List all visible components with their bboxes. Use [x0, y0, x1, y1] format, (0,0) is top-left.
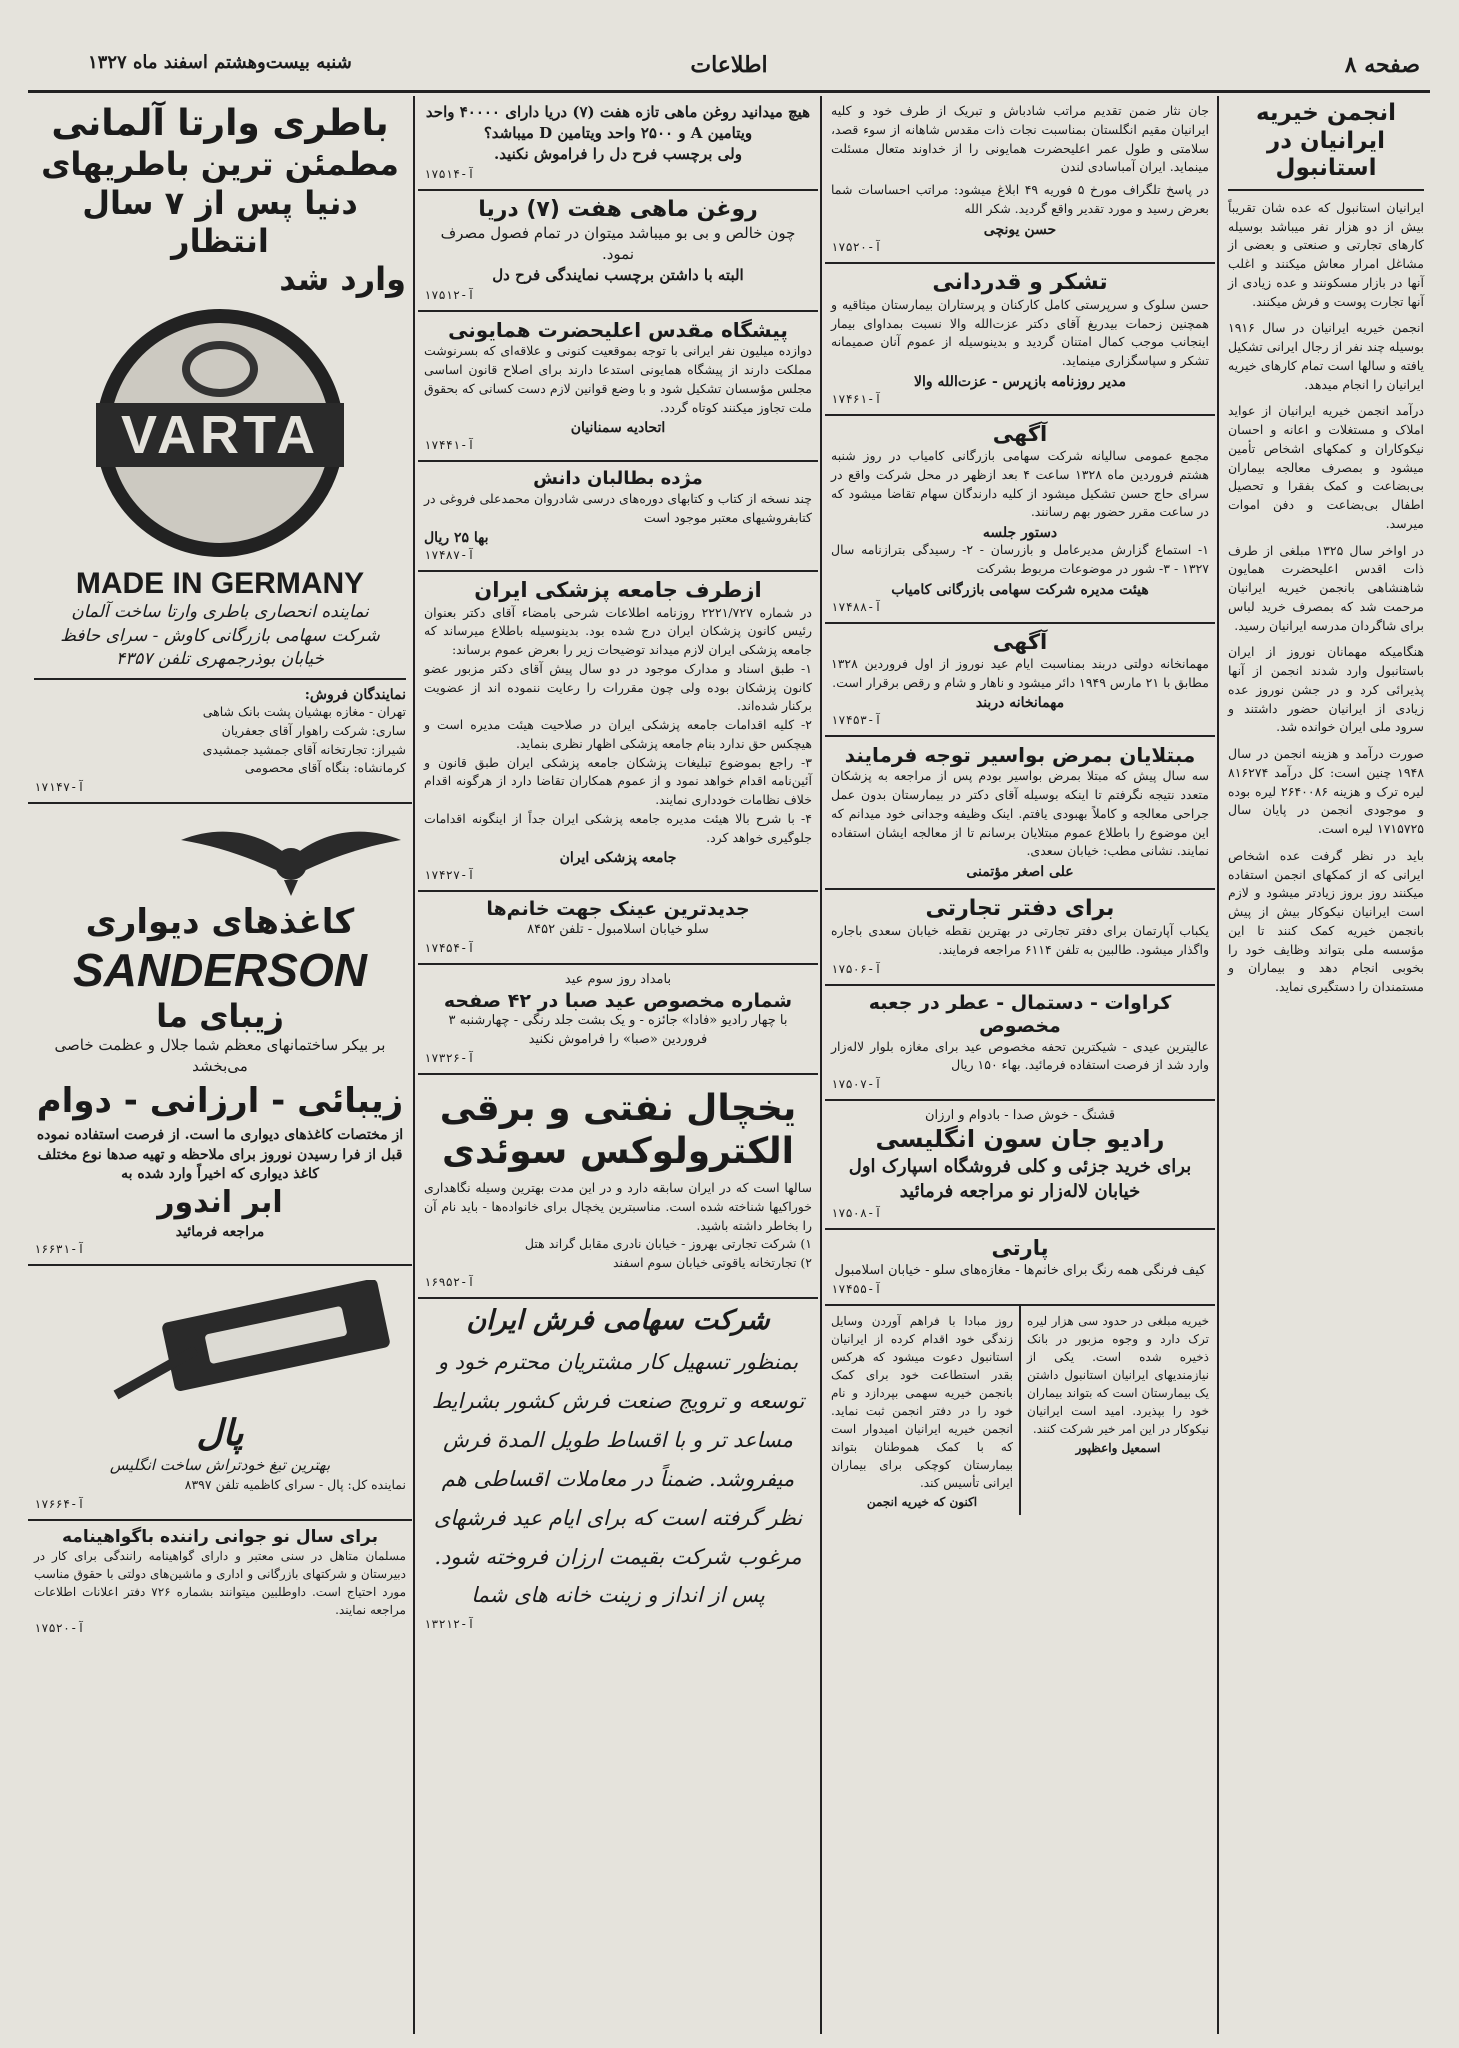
article-paragraph: در اواخر سال ۱۳۲۵ مبلغی از طرف ذات اقدس اعلیحضرت همایون شاهنشاهی بانجمن خیریه ایرانیان مرحمت شد که بمصرف خرید لباس برای شاگردان مدرسه ایرانیان رسید. [1228, 542, 1424, 633]
students-ad [418, 462, 818, 572]
ad-body: با چهار رادیو «فادا» جائزه - و یک بشت جلد رنگی - چهارشنبه ۳ فروردین «صبا» را فراموش نکنید [448, 1013, 788, 1047]
ad-reference: ۱۷۴۵۴-آ [424, 941, 475, 956]
ad-headline: دنیا پس از ۷ سال انتظار [82, 183, 358, 260]
ad-agent: نماینده انحصاری باطری وارتا ساخت آلمان [71, 601, 369, 622]
razor-blade-icon [106, 1280, 406, 1400]
column-rule [820, 96, 822, 2034]
varta-logo-icon [96, 309, 344, 557]
party-ad [825, 1230, 1215, 1305]
ad-price: بها ۲۵ ریال [424, 530, 489, 547]
ad-tagline: بهترین تیغ خودتراش ساخت انگلیس [109, 1456, 331, 1475]
rep-entry: ساری: شرکت راهوار آقای جعفریان [221, 722, 406, 738]
notice-body: دوازده میلیون نفر ایرانی با توجه بموقعیت کنونی و علاقه‌ای که بسرنوشت مملکت دارند از پیشگاه همایونی استدعا دارند برای اصلاح قانون اساسی مجلس مؤسسان تشکیل شود و با وضع قوانین لازم دست کسانی که بحقوق ملت تجاوز میکنند کوتاه گردد. [424, 343, 812, 415]
driver-wanted-ad [28, 1521, 412, 1641]
ad-body: یکباب آپارتمان برای دفتر تجارتی در بهترین نقطه خیابان سعدی باجاره واگذار میشود. طالبین به تلفن ۶۱۱۴ مراجعه فرمایند. [831, 923, 1209, 958]
ad-address: نماینده کل: پال - سرای کاظمیه تلفن ۸۳۹۷ [184, 1477, 406, 1493]
radio-ad [825, 1101, 1215, 1230]
telegram-notice [825, 96, 1215, 264]
ad-title: یخچال نفتی و برقی [439, 1087, 797, 1129]
logo-ring-icon [182, 341, 258, 397]
ad-reference: ۱۷۶۶۴-آ [34, 1496, 85, 1511]
article-paragraph: ایرانیان استانبول که عده شان تقریباً بیش از دو هزار نفر میباشد بوسیله کارهای تجارتی و صنعتی و بعضی از مشاغل امرار معاش میکنند و اغلب آنها در بازار مسکونند و عده زیادی از آنها تجارت پوست و فرش میکنند. [1228, 199, 1424, 309]
ad-reference: ۱۷۴۶۱-آ [831, 391, 882, 406]
article-istanbul-charity [1222, 96, 1430, 1001]
telegram-body: جان نثار ضمن تقدیم مراتب شادباش و تبریک از طرف خود و کلیه ایرانیان مقیم انگلستان بمناسبت نجات ذات مقدس شاهانه از سوء قصد، سلامتی و طول عمر اعلیحضرت همایونی را از خداوند متعال مسئلت مینماید. ایران آمباسادی لندن [831, 103, 1209, 175]
ad-address: ۱) شرکت تجارتی بهروز - خیابان نادری مقابل گراند هتل [524, 1236, 812, 1252]
signature: مهمانخانه دربند [975, 695, 1065, 712]
ad-title: مژده بطالبان دانش [533, 468, 703, 490]
ad-note: ولی برچسب فرح دل را فراموش نکنید. [494, 145, 742, 163]
column-1 [1222, 96, 1430, 2034]
notice-title: تشکر و قدردانی [932, 269, 1108, 295]
ad-title: برای سال نو جوانی راننده باگواهینامه [62, 1526, 378, 1547]
ad-reference: ۱۷۴۸۷-آ [424, 548, 475, 563]
ad-body: چند نسخه از کتاب و کتابهای دوره‌های درسی شادروان محمدعلی فروغی در کتابفروشیهای معتبر موجود است [424, 490, 812, 525]
ad-slogan: زیبائی - ارزانی - دوام [36, 1081, 404, 1122]
royal-petition [418, 312, 818, 462]
column-rule [413, 96, 415, 2034]
page-header [28, 40, 1430, 93]
darband-notice [825, 624, 1215, 738]
article-paragraph: درآمد انجمن خیریه ایرانیان از عواید املاک و مستغلات و اعانه و احسان نیکوکاران و کمکهای اشخاص تأمین میشود و بمصرف معالجه بیماران بی‌بضاعت و کمک بفقرا و تحصیل اطفال بی‌بضاعت و دفن اموات میرسد. [1228, 403, 1424, 531]
ad-reference: ۱۷۳۲۶-آ [424, 1050, 475, 1065]
column-2 [825, 96, 1215, 2034]
ad-brand: SANDERSON [73, 943, 367, 996]
notice-item: ۱- طبق اسناد و مدارک موجود در دو سال پیش آقای دکتر مزبور عضو کانون پزشکان بوده ولی چون مقررات را رعایت ننموده اند از عضویت برکنار شده‌اند. [424, 660, 812, 714]
article-title: انجمن خیریه ایرانیان در استانبول [1228, 100, 1424, 191]
ad-body: از مختصات کاغذهای دیواری ما است. از فرصت استفاده نموده قبل از فرا رسیدن نوروز برای ملاحظه و تهیه صدها نوع مختلف کاغذ دیواری که اخیراً وارد شده به [36, 1127, 404, 1183]
notice-title: پیشگاه مقدس اعلیحضرت همایونی [448, 318, 788, 343]
split-article-right [1019, 1306, 1215, 1515]
carpet-company-ad [418, 1299, 818, 1637]
agenda-items: ۱- استماع گزارش مدیرعامل و بازرسان - ۲- رسیدگی بترازنامه سال ۱۳۲۷ - ۳- شور در موضوعات مربوط بشرکت [831, 542, 1209, 576]
bottom-split-articles [825, 1306, 1215, 1515]
signature: هیئت مدیره شرکت سهامی بازرگانی کامیاب [891, 581, 1149, 598]
notice-body: مجمع عمومی سالیانه شرکت سهامی بازرگانی کامیاب در روز شنبه هشتم فروردین ماه ۱۳۲۸ ساعت ۴ بعد ازظهر در محل شرکت واقع در سرای حاج حسن تشکیل میشود از کلیه دارندگان سهام تقاضا میشود که در ساعت مقرر حضور بهم رسانند. [831, 448, 1209, 520]
notice-title: مبتلایان بمرض بواسیر توجه فرمایند [844, 743, 1196, 768]
ad-tagline: قشنگ - خوش صدا - بادوام و ارزان [924, 1108, 1116, 1123]
rep-entry: شیراز: تجارتخانه آقای جمشید جمشیدی [202, 741, 406, 757]
signature: جامعه پزشکی ایران [559, 850, 677, 867]
logo-band: VARTA [96, 403, 344, 467]
ad-reference: ۱۳۲۱۲-آ [424, 1617, 475, 1632]
made-in-germany: MADE IN GERMANY [75, 566, 365, 600]
article-body: روز مبادا با فراهم آوردن وسایل زندگی خود اقدام کرده از ایرانیان استانبول دعوت میشود که هرکس بقدر استطاعت خود برای کمک بانجمن خیریه سهمی بپردازد و نام خود را در دفتر انجمن ثبت نماید. انجمن خیریه ایرانیان امیدوار است که با کمک هموطنان بتواند بیمارستان کوچکی برای بیماران ایرانی تأسیس کند. [831, 1313, 1013, 1490]
saba-ad [418, 965, 818, 1074]
reps-title: نمایندگان فروش: [304, 687, 406, 704]
ad-body: کیف فرنگی همه رنگ برای خانم‌ها - مغازه‌های سلو - خیابان اسلامبول [834, 1262, 1206, 1278]
winged-emblem-icon [176, 818, 406, 898]
notice-item: ۴- با شرح بالا هیئت مدیره جامعه پزشکی ایران جداً از اینگونه اقدامات جلوگیری خواهد کرد. [424, 810, 812, 845]
ad-note: البته با داشتن برچسب نمایندگی فرح دل [492, 266, 744, 285]
ad-cta: مراجعه فرمائید [175, 1223, 265, 1240]
thanks-notice [825, 264, 1215, 416]
telegram-reply: در پاسخ تلگراف مورخ ۵ فوریه ۴۹ ابلاغ میشود: مراتب احساسات شما بعرض رسید و مورد تقدیر واقع گردید. شکر الله [831, 182, 1209, 216]
column-rule [1217, 96, 1219, 2034]
page-number: صفحه ۸ [1344, 52, 1420, 78]
notice-item: ۳- راجع بموضوع تبلیغات پزشکان جامعه پزشکی ایران طبق قانون و آئین‌نامه اقدام خواهد نمود و از عموم همکاران تقاضا دارد از هرگونه اقدام خلاف نظامات خودداری نمایند. [424, 754, 812, 808]
ad-reference: ۱۷۴۲۷-آ [424, 868, 475, 883]
ad-body: برای خرید جزئی و کلی فروشگاه اسپارک اول خیابان لاله‌زار نو مراجعه فرمائید [848, 1155, 1192, 1203]
varta-ad [28, 96, 412, 804]
notice-title: ازطرف جامعه پزشکی ایران [474, 578, 762, 603]
ad-body: مسلمان متاهل در سنی معتبر و دارای گواهینامه رانندگی برای کار در دبیرستان و شرکتهای بازرگانی و اداری و ماشین‌های دولتی با حقوق مناسب مورد احتیاج است. داوطلبین میتوانند بشماره ۷۲۶ دفتر اعلانات اطلاعات مراجعه نمایند. [34, 1549, 407, 1618]
ad-title: جدیدترین عینک جهت خانم‌ها [486, 898, 750, 921]
glasses-ad [418, 892, 818, 965]
ad-company: شرکت سهامی بازرگانی کاوش - سرای حافظ [60, 625, 380, 646]
kamyab-notice [825, 416, 1215, 624]
ad-title: برای دفتر تجارتی [925, 896, 1115, 922]
ad-body: عالیترین عیدی - شیکترین تحفه مخصوص عید برای مغازه بلوار لاله‌زار وارد شد از فرصت استفاده فرمائید. بهاء ۱۵۰ ریال [831, 1038, 1209, 1073]
notice-title: آگهی [992, 629, 1048, 654]
article-paragraph: انجمن خیریه ایرانیان در سال ۱۹۱۶ بوسیله چند نفر از رجال ایرانی تشکیل یافته و سالها است تمام کارهای خیریه ایرانیان را انجام میدهد. [1228, 320, 1424, 392]
ad-reference: ۱۷۵۰۷-آ [831, 1077, 882, 1091]
notice-body: مهمانخانه دولتی دربند بمناسبت ایام عید نوروز از اول فروردین ۱۳۲۸ مطابق با ۲۱ مارس ۱۹۴۹ دائر میشود و ناهار و شام و رقص برقرار است. [831, 655, 1209, 690]
signature: اکنون که خیریه انجمن [866, 1494, 978, 1509]
ad-address: خیابان بوذرجمهری تلفن ۴۳۵۷ [115, 649, 324, 670]
ad-title: کراوات - دستمال - عطر در جعبه مخصوص [868, 991, 1172, 1037]
ad-title: روغن ماهی هفت (۷) دریا [478, 197, 758, 222]
ad-body: بر بیکر ساختمانهای معظم شما جلال و عظمت خاصی می‌بخشد [54, 1036, 386, 1076]
ad-reference: ۱۷۵۰۶-آ [831, 961, 882, 976]
ad-store: ابر اندور [157, 1184, 283, 1220]
ad-reference: ۱۶۶۳۱-آ [34, 1241, 85, 1256]
issue-date: شنبه بیست‌وهشتم اسفند ماه ۱۳۲۷ [88, 52, 352, 73]
patients-notice [825, 737, 1215, 890]
notice-title: آگهی [992, 421, 1048, 446]
split-article-left [825, 1306, 1019, 1515]
article-paragraph: هنگامیکه مهمانان نوروز از ایران باستانبول وارد شدند انجمن از آنها پذیرائی کرد و در جشن نوروز عده زیادی از ایرانیان حضور داشتند و سرود ملی ایران خوانده شد. [1228, 644, 1424, 735]
agenda-title: دستور جلسه [982, 525, 1058, 542]
ad-title: پارتی [991, 1236, 1049, 1261]
ad-title: رادیو جان سون انگلیسی [875, 1125, 1165, 1154]
ad-title: شماره مخصوص عید صبا در ۴۲ صفحه [443, 989, 793, 1012]
ad-reference: ۱۷۵۲۰-آ [34, 1621, 85, 1636]
ties-ad [825, 986, 1215, 1101]
notice-body: سه سال پیش که مبتلا بمرض بواسیر بودم پس از مراجعه به پزشکان متعدد نتیجه نگرفتم تا اینکه بوسیله آقای دکتر در بیمارستان بدون عمل جراحی معالجه و کاملاً بهبودی یافتم. اینک وظیفه وجدانی خود میدانم که این موضوع را باطلاع عموم مبتلایان برسانم تا از معالجه ایشان استفاده نمایند. نشانی مطب: خیابان سعدی. [831, 768, 1209, 859]
article-paragraph: صورت درآمد و هزینه انجمن در سال ۱۹۴۸ چنین است: کل درآمد ۸۱۶۲۷۴ لیره ترک و هزینه ۲۶۴۰۰۸۶ لیره بوده و موجودی انجمن در پایان سال ۱۷۱۵۷۲۵ لیره است. [1228, 746, 1424, 837]
ad-brand: پال [196, 1412, 244, 1454]
fish-oil-ad-2 [418, 191, 818, 312]
ad-title: شرکت سهامی فرش ایران [466, 1304, 770, 1336]
ad-reference: ۱۷۵۱۲-آ [424, 288, 475, 303]
ad-body: سالها است که در ایران سابقه دارد و در این مدت بهترین وسیله نگاهداری خوراکیها شناخته شده است. مناسبترین یخچال برای خانواده‌ها - باید نام آن را بخاطر داشته باشید. [424, 1180, 812, 1233]
ad-reference: ۱۷۵۲۰-آ [831, 239, 882, 254]
sanderson-ad [28, 804, 412, 1266]
ad-body: بمنظور تسهیل کار مشتریان محترم خود و توسعه و ترویج صنعت فرش کشور بشرایط مساعد تر و با اقساط طویل المدة فرش میفروشد. ضمناً در معاملات اقساطی هم نظر گرفته است که برای ایام عید فرشهای مرغوب شرکت بقیمت ارزان فروخته شود. پس از انداز و زینت خانه های شما [431, 1350, 805, 1608]
ad-reference: ۱۷۴۵۵-آ [831, 1281, 882, 1296]
rep-entry: تهران - مغازه بهشیان پشت بانک شاهی [202, 704, 406, 720]
ad-headline: مطمئن ترین باطریهای [41, 145, 399, 184]
ad-body: هیچ میدانید روغن ماهی تازه هفت (۷) دریا دارای ۴۰۰۰۰ واحد ویتامین A و ۲۵۰۰ واحد ویتامین D میباشد؟ [425, 103, 811, 142]
signature: اتحادیه سمنانیان [570, 420, 666, 437]
ad-body: چون خالص و بی بو میباشد میتوان در تمام فصول مصرف نمود. [440, 224, 796, 264]
ad-address: ۲) تجارتخانه یاقوتی خیابان سوم اسفند [612, 1255, 812, 1271]
ad-subtitle: زیبای ما [156, 996, 284, 1035]
signature: مدیر روزنامه بازپرس - عزت‌الله والا [914, 373, 1126, 390]
masthead: اطلاعات [690, 52, 768, 78]
ad-reference: ۱۶۹۵۲-آ [424, 1274, 475, 1289]
notice-body: حسن سلوک و سرپرستی کامل کارکنان و پرستاران بیمارستان میثاقیه و همچنین زحمات بیدریغ آقای دکتر عزت‌الله والا نسبت بمداوای بیمار اینجانب موجب کمال امتنان گردید و بدینوسیله از عموم آنان صمیمانه تشکر و سپاسگزاری مینماید. [831, 296, 1209, 369]
ad-reference: ۱۷۱۴۷-آ [34, 780, 85, 795]
ad-reference: ۱۷۴۸۸-آ [831, 599, 882, 614]
medical-society-notice [418, 572, 818, 892]
fish-oil-ad [418, 96, 818, 191]
notice-body: در شماره ۲۲۲۱/۷۲۷ روزنامه اطلاعات شرحی بامضاء آقای دکتر بعنوان رئیس کانون پزشکان ایران درج شده بود. بدینوسیله باطلاع میرساند که جامعه پزشکی ایران لازم میداند توضیحات زیر را بعرض عموم برساند: [424, 604, 812, 658]
ad-title: کاغذهای دیواری [85, 902, 355, 943]
ad-reference: ۱۷۵۱۴-آ [424, 167, 475, 181]
column-3 [418, 96, 818, 2034]
article-paragraph: باید در نظر گرفت عده اشخاص ایرانی که از کمکهای انجمن استفاده میکنند روز بروز زیادتر میشود و لازم است ایرانیان نیکوکار بیش از پیش بانجمن خیریه کمک کنند تا این مؤسسه ملی بتواند وظایف خود را بخوبی انجام دهد و بیماران و مستمندان را دستگیری نماید. [1228, 847, 1424, 995]
notice-item: ۲- کلیه اقدامات جامعه پزشکی ایران در صلاحیت هیئت مدیره است و هیچکس حق ندارد بنام جامعه پزشکی اظهار نظری بنماید. [424, 717, 812, 751]
ad-headline: باطری وارتا آلمانی [51, 103, 389, 144]
ad-headline: وارد شد [279, 260, 406, 299]
signature: علی اصغر مؤتمنی [966, 864, 1074, 881]
office-ad [825, 890, 1215, 986]
ad-reference: ۱۷۵۰۸-آ [831, 1206, 882, 1221]
ad-body: سلو خیابان اسلامبول - تلفن ۸۴۵۲ [527, 922, 709, 938]
ad-reference: ۱۷۴۴۱-آ [424, 438, 475, 453]
rep-entry: کرمانشاه: بنگاه آقای محصومی [244, 760, 406, 776]
electrolux-ad [418, 1075, 818, 1299]
ad-brand: الکترولوکس سوئدی [442, 1130, 794, 1172]
ad-pretitle: بامداد روز سوم عید [564, 972, 672, 988]
article-body: خیریه مبلغی در حدود سی هزار لیره ترک دارد و وجوه مزبور در بانک ذخیره شده است. یکی از نیازمندیهای ایرانیان استانبول داشتن یک بیمارستان است که بتواند بیماران خود را بپذیرد. امید است ایرانیان نیکوکار در این امر خیر شرکت کنند. [1027, 1313, 1209, 1436]
sales-reps [34, 678, 406, 778]
ad-reference: ۱۷۴۵۳-آ [831, 713, 882, 728]
signature: اسمعیل واعظپور [1075, 1440, 1161, 1455]
pal-razor-ad [28, 1266, 412, 1521]
column-4 [28, 96, 412, 2034]
signature: حسن یونچی [983, 221, 1057, 238]
